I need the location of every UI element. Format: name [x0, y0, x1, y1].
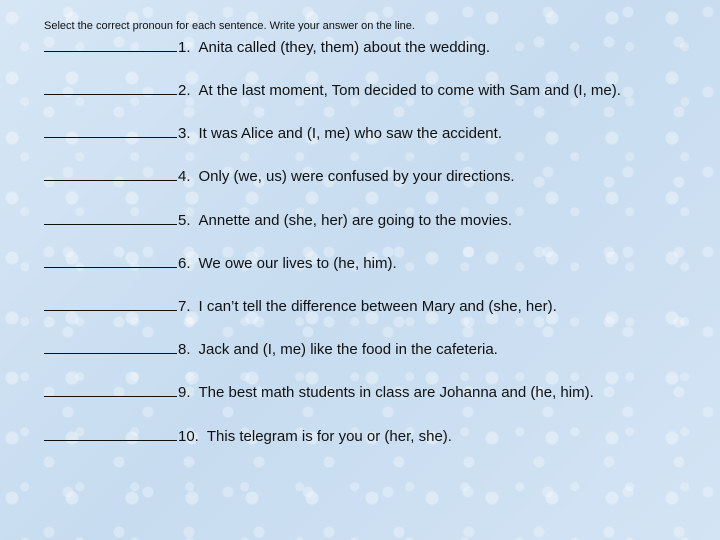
question-number: 6.	[178, 255, 191, 272]
answer-line-7[interactable]	[44, 296, 177, 311]
answer-line-1[interactable]	[44, 37, 177, 52]
question-number: 3.	[178, 125, 191, 142]
question-text: Jack and (I, me) like the food in the cafeteria.	[198, 341, 498, 358]
answer-line-6[interactable]	[44, 253, 177, 268]
question-8	[44, 339, 498, 358]
question-text: I can’t tell the difference between Mary and (she, her).	[198, 298, 557, 315]
question-text: We owe our lives to (he, him).	[198, 255, 397, 272]
question-2	[44, 80, 621, 99]
question-text: The best math students in class are Johanna and (he, him).	[198, 384, 594, 401]
question-9	[44, 382, 594, 401]
question-10	[44, 426, 452, 445]
question-number: 2.	[178, 82, 191, 99]
question-text: Only (we, us) were confused by your directions.	[198, 168, 515, 185]
question-number: 8.	[178, 341, 191, 358]
answer-line-5[interactable]	[44, 210, 177, 225]
question-6	[44, 253, 397, 272]
answer-line-2[interactable]	[44, 80, 177, 95]
question-1	[44, 37, 490, 56]
question-text: This telegram is for you or (her, she).	[206, 428, 452, 445]
answer-line-9[interactable]	[44, 382, 177, 397]
question-text: Annette and (she, her) are going to the movies.	[198, 212, 513, 229]
question-number: 10.	[178, 428, 199, 445]
answer-line-4[interactable]	[44, 166, 177, 181]
question-7	[44, 296, 557, 315]
question-text: It was Alice and (I, me) who saw the accident.	[198, 125, 502, 142]
question-number: 5.	[178, 212, 191, 229]
question-3	[44, 123, 502, 142]
question-text: Anita called (they, them) about the wedding.	[198, 39, 491, 56]
question-number: 9.	[178, 384, 191, 401]
question-number: 1.	[178, 39, 191, 56]
question-number: 7.	[178, 298, 191, 315]
answer-line-8[interactable]	[44, 339, 177, 354]
answer-line-10[interactable]	[44, 426, 177, 441]
question-text: At the last moment, Tom decided to come with Sam and (I, me).	[198, 82, 621, 99]
question-5	[44, 210, 512, 229]
question-number: 4.	[178, 168, 191, 185]
instructions: Select the correct pronoun for each sentence. Write your answer on the line.	[44, 20, 415, 32]
answer-line-3[interactable]	[44, 123, 177, 138]
question-4	[44, 166, 514, 185]
